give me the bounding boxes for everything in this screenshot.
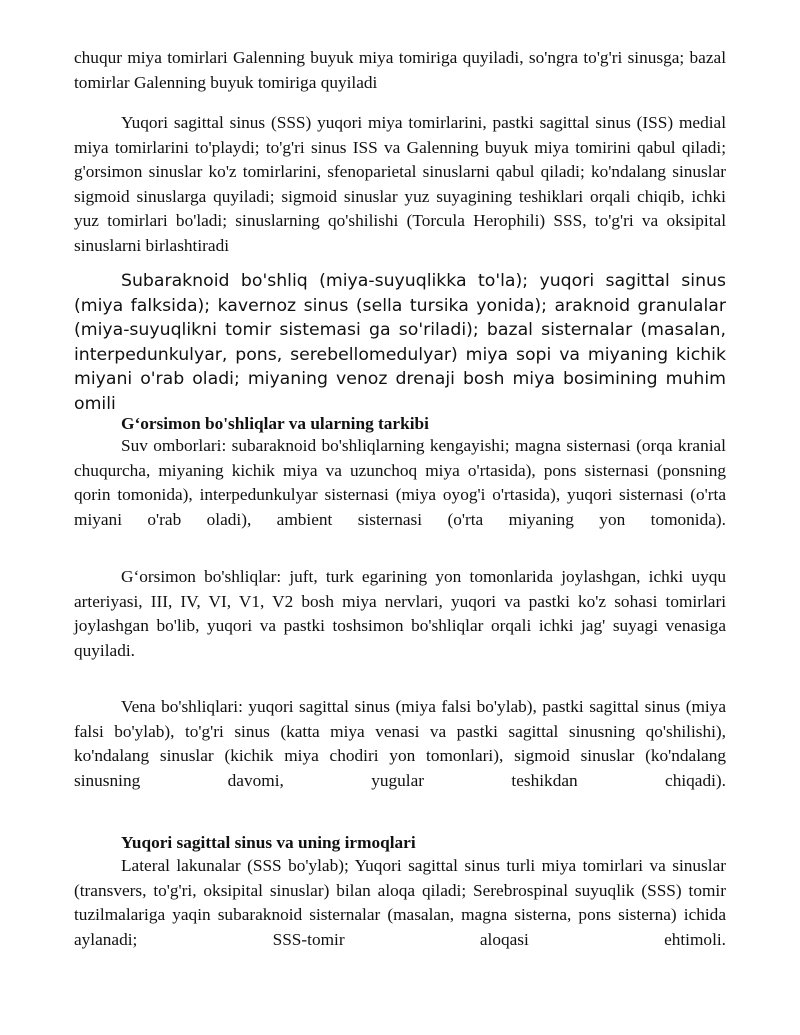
paragraph-galen-veins: chuqur miya tomirlari Galenning buyuk miya tomiriga quyiladi, so'ngra to'g'ri sinusga; bazal tomirlar Galenning buyuk tomiriga quyiladi [74, 48, 726, 92]
paragraph-cavernous-sinuses: G‘orsimon bo'shliqlar: juft, turk egarining yon tomonlarida joylashgan, ichki uyqu arteriyasi, III, IV, VI, V1, V2 bosh miya nervlari, yuqori va pastki ko'z sohasi tomirlari joylashgan bo'lib, yuqori va pastki toshsimon bo'shliqlar orqali ichki jag' suyagi venasiga quyiladi. [74, 567, 726, 660]
paragraph-venous-sinuses: Vena bo'shliqlari: yuqori sagittal sinus (miya falsi bo'ylab), pastki sagittal sinus (miya falsi bo'ylab), to'g'ri sinus (katta miya venasi va pastki sagittal sinusning qo'shilishi), ko'ndalang sinuslar (kichik miya chodiri yon tomonlari), sigmoid sinuslar (ko'ndalang sinusning davomi, yugular teshikdan chiqadi). [74, 697, 726, 790]
paragraph-subarachnoid-space: Subaraknoid bo'shliq (miya-suyuqlikka to'la); yuqori sagittal sinus (miya falksida); kavernoz sinus (sella tursika yonida); araknoid granulalar (miya-suyuqlikni tomir sistemasi ga so'riladi); bazal sisternalar (masalan, interpedunkulyar, pons, serebellomedulyar) miya sopi va miyaning kichik miyani o'rab oladi; miyaning venoz drenaji bosh miya bosimining muhim omili [74, 271, 726, 414]
paragraph-cisterns: Suv omborlari: subaraknoid bo'shliqlarning kengayishi; magna sisternasi (orqa kranial chuqurcha, miyaning kichik miya va uzunchoq miya o'rtasida), pons sisternasi (ponsning qorin tomonida), interpedunkulyar sisternasi (miya oyog'i o'rtasida), yuqori sisternasi (o'rta miyani o'rab oladi), ambient sisternasi (o'rta miyaning yon tomonida). [74, 436, 726, 529]
paragraph-sinus-tributaries: Yuqori sagittal sinus (SSS) yuqori miya tomirlarini, pastki sagittal sinus (ISS) medial miya tomirlarini to'playdi; to'g'ri sinus ISS va Galenning buyuk miya tomirini qabul qiladi; g'orsimon sinuslar ko'z tomirlarini, sfenoparietal sinuslarni qabul qiladi; ko'ndalang sinuslar sigmoid sinuslarga quyiladi; sigmoid sinuslar yuz suyagining teshiklari orqali chiqib, ichki yuz tomirlari bo'ladi; sinuslarning qo'shilishi (Torcula Herophili) SSS, to'g'ri va oksipital sinuslarni birlashtiradi [74, 113, 726, 255]
heading-cavernous-spaces: G‘orsimon bo'shliqlar va ularning tarkibi [121, 414, 429, 433]
paragraph-lateral-lacunae: Lateral lakunalar (SSS bo'ylab); Yuqori sagittal sinus turli miya tomirlari va sinuslar (transvers, to'g'ri, oksipital sinuslar) bilan aloqa qiladi; Serebrospinal suyuqlik (SSS) tomir tuzilmalariga yaqin subaraknoid sisternalar (masalan, magna sisterna, pons sisterna) ichida aylanadi; SSS-tomir aloqasi ehtimoli. [74, 856, 726, 949]
heading-superior-sagittal-sinus: Yuqori sagittal sinus va uning irmoqlari [121, 833, 416, 852]
